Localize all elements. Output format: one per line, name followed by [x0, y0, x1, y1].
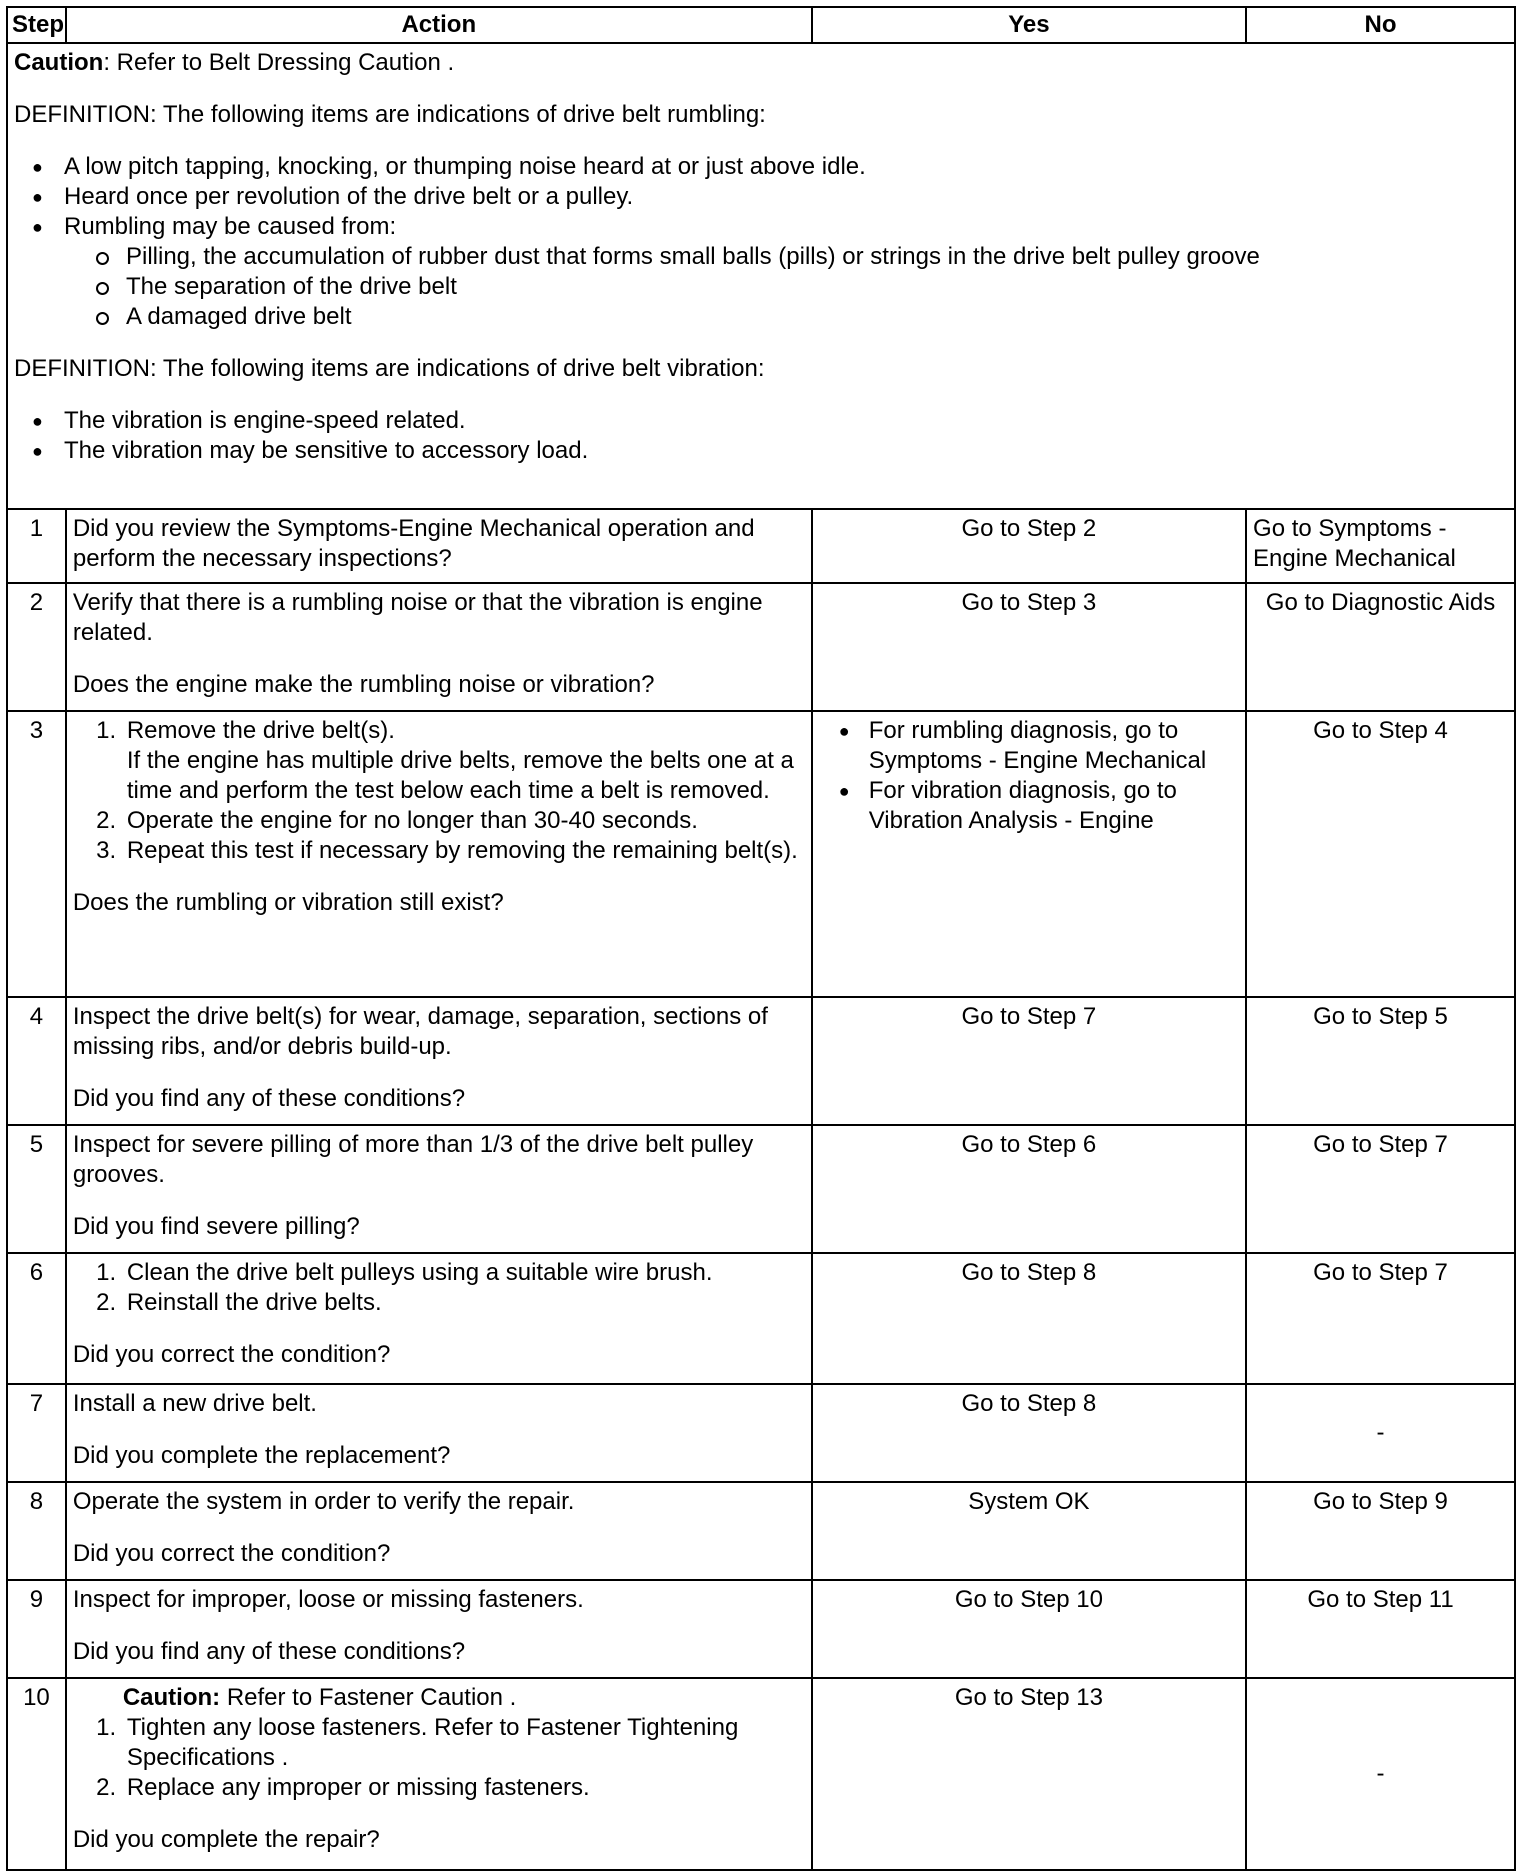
- step-number: 3: [7, 711, 66, 997]
- step-action-cell: [66, 1384, 812, 1482]
- step-action: Inspect the drive belt(s) for wear, damage, separation, sections of missing ribs, and/or debris build-up.: [72, 1003, 768, 1060]
- yes-list: [819, 716, 1239, 836]
- step-question: Did you find any of these conditions?: [72, 1638, 466, 1665]
- list-item: ● A low pitch tapping, knocking, or thumping noise heard at or just above idle.: [32, 152, 1508, 182]
- step-action-cell: [66, 711, 812, 997]
- intro-row: [7, 43, 1515, 509]
- step-action-cell: [66, 997, 812, 1125]
- step-action: Install a new drive belt.: [72, 1390, 317, 1417]
- caution-text: : Refer to Belt Dressing Caution .: [103, 49, 455, 76]
- table-row: [7, 1253, 1515, 1384]
- header-yes: Yes: [812, 7, 1246, 43]
- substeps-list: [73, 1258, 805, 1318]
- step-yes: Go to Step 8: [812, 1384, 1246, 1482]
- step-no: Go to Step 7: [1246, 1125, 1515, 1253]
- list-item-text: Rumbling may be caused from:: [64, 213, 397, 240]
- rumbling-causes-list: [64, 242, 1508, 332]
- step-action-cell: [66, 1253, 812, 1384]
- step-question: Did you find any of these conditions?: [72, 1085, 466, 1112]
- diagnostic-table: [6, 6, 1516, 1871]
- step-question: Did you find severe pilling?: [72, 1213, 360, 1240]
- list-item: A damaged drive belt: [94, 302, 1508, 332]
- step-number: 4: [7, 997, 66, 1125]
- step-number: 10: [7, 1678, 66, 1870]
- list-item: 1. Clean the drive belt pulleys using a suitable wire brush.: [123, 1258, 805, 1288]
- list-item: Pilling, the accumulation of rubber dust that forms small balls (pills) or strings in the drive belt pulley groove: [94, 242, 1508, 272]
- step-question: Did you correct the condition?: [72, 1341, 391, 1368]
- vibration-list: [14, 406, 1508, 466]
- caution-label: Caution:: [122, 1684, 221, 1711]
- step-action: Inspect for severe pilling of more than 1/3 of the drive belt pulley grooves.: [72, 1131, 754, 1188]
- substeps-list: [73, 716, 805, 866]
- step-number: 9: [7, 1580, 66, 1678]
- table-row: [7, 997, 1515, 1125]
- step-question: Does the rumbling or vibration still exist?: [72, 889, 504, 916]
- rumbling-definition: DEFINITION: The following items are indications of drive belt rumbling:: [14, 101, 766, 128]
- step-action-cell: [66, 1580, 812, 1678]
- list-item: [123, 716, 805, 806]
- caution-text: Refer to Fastener Caution .: [220, 1684, 517, 1711]
- step-question: Did you complete the replacement?: [72, 1442, 451, 1469]
- step-yes: Go to Step 6: [812, 1125, 1246, 1253]
- table-row: [7, 583, 1515, 711]
- list-item: ● For vibration diagnosis, go to Vibration Analysis - Engine: [839, 776, 1239, 836]
- table-row: [7, 1384, 1515, 1482]
- table-row: [7, 1482, 1515, 1580]
- step-number: 2: [7, 583, 66, 711]
- list-item: 2. Reinstall the drive belts.: [123, 1288, 805, 1318]
- step-question: Did you complete the repair?: [72, 1826, 380, 1853]
- step-number: 5: [7, 1125, 66, 1253]
- vibration-definition: DEFINITION: The following items are indications of drive belt vibration:: [14, 355, 765, 382]
- step-no: -: [1246, 1678, 1515, 1870]
- step-yes: Go to Step 10: [812, 1580, 1246, 1678]
- list-item: 1. Tighten any loose fasteners. Refer to Fastener Tightening Specifications .: [123, 1713, 805, 1773]
- step-no: Go to Step 5: [1246, 997, 1515, 1125]
- list-item: 2. Operate the engine for no longer than 30-40 seconds.: [123, 806, 805, 836]
- step-action: Operate the system in order to verify the repair.: [72, 1488, 575, 1515]
- step-action: Verify that there is a rumbling noise or that the vibration is engine related.: [72, 589, 763, 646]
- table-row: [7, 1125, 1515, 1253]
- step-yes: System OK: [812, 1482, 1246, 1580]
- header-action: Action: [66, 7, 812, 43]
- table-row: [7, 509, 1515, 583]
- step-no: Go to Diagnostic Aids: [1246, 583, 1515, 711]
- step-no: Go to Step 7: [1246, 1253, 1515, 1384]
- step-yes: Go to Step 13: [812, 1678, 1246, 1870]
- step-yes: Go to Step 2: [812, 509, 1246, 583]
- step-no: Go to Step 4: [1246, 711, 1515, 997]
- step-yes-cell: [812, 711, 1246, 997]
- list-item: ● Heard once per revolution of the drive belt or a pulley.: [32, 182, 1508, 212]
- step-no: Go to Step 11: [1246, 1580, 1515, 1678]
- caution-label: Caution: [14, 49, 104, 76]
- step-yes: Go to Step 7: [812, 997, 1246, 1125]
- table-header-row: [7, 7, 1515, 43]
- list-item: [32, 212, 1508, 332]
- step-question: Does the engine make the rumbling noise or vibration?: [72, 671, 655, 698]
- step-yes: Go to Step 3: [812, 583, 1246, 711]
- table-row: [7, 1678, 1515, 1870]
- step-number: 6: [7, 1253, 66, 1384]
- intro-caution: [14, 48, 1508, 78]
- step-yes: Go to Step 8: [812, 1253, 1246, 1384]
- substeps-list: [73, 1713, 805, 1803]
- rumbling-list: [14, 152, 1508, 332]
- list-item: 3. Repeat this test if necessary by removing the remaining belt(s).: [123, 836, 805, 866]
- header-no: No: [1246, 7, 1515, 43]
- list-item: ● The vibration is engine-speed related.: [32, 406, 1508, 436]
- step-action-cell: [66, 1125, 812, 1253]
- step-action-cell: [66, 1678, 812, 1870]
- list-item: 2. Replace any improper or missing fasteners.: [123, 1773, 805, 1803]
- step-number: 1: [7, 509, 66, 583]
- step-action-cell: [66, 583, 812, 711]
- table-row: [7, 711, 1515, 997]
- step-no: Go to Step 9: [1246, 1482, 1515, 1580]
- step-no: Go to Symptoms - Engine Mechanical: [1246, 509, 1515, 583]
- substep-note: If the engine has multiple drive belts, remove the belts one at a time and perform the test below each time a belt is removed.: [126, 747, 794, 804]
- list-item: ● For rumbling diagnosis, go to Symptoms - Engine Mechanical: [839, 716, 1239, 776]
- list-item: The separation of the drive belt: [94, 272, 1508, 302]
- step-number: 8: [7, 1482, 66, 1580]
- step-action: Did you review the Symptoms-Engine Mechanical operation and perform the necessary inspections?: [66, 509, 812, 583]
- list-item: ● The vibration may be sensitive to accessory load.: [32, 436, 1508, 466]
- step-caution: [73, 1683, 805, 1713]
- step-action-cell: [66, 1482, 812, 1580]
- intro-cell: [7, 43, 1515, 509]
- step-action: Inspect for improper, loose or missing fasteners.: [72, 1586, 584, 1613]
- substep-text: Remove the drive belt(s).: [126, 717, 395, 744]
- step-number: 7: [7, 1384, 66, 1482]
- step-question: Did you correct the condition?: [72, 1540, 391, 1567]
- step-no: -: [1246, 1384, 1515, 1482]
- header-step: Step: [7, 7, 66, 43]
- table-row: [7, 1580, 1515, 1678]
